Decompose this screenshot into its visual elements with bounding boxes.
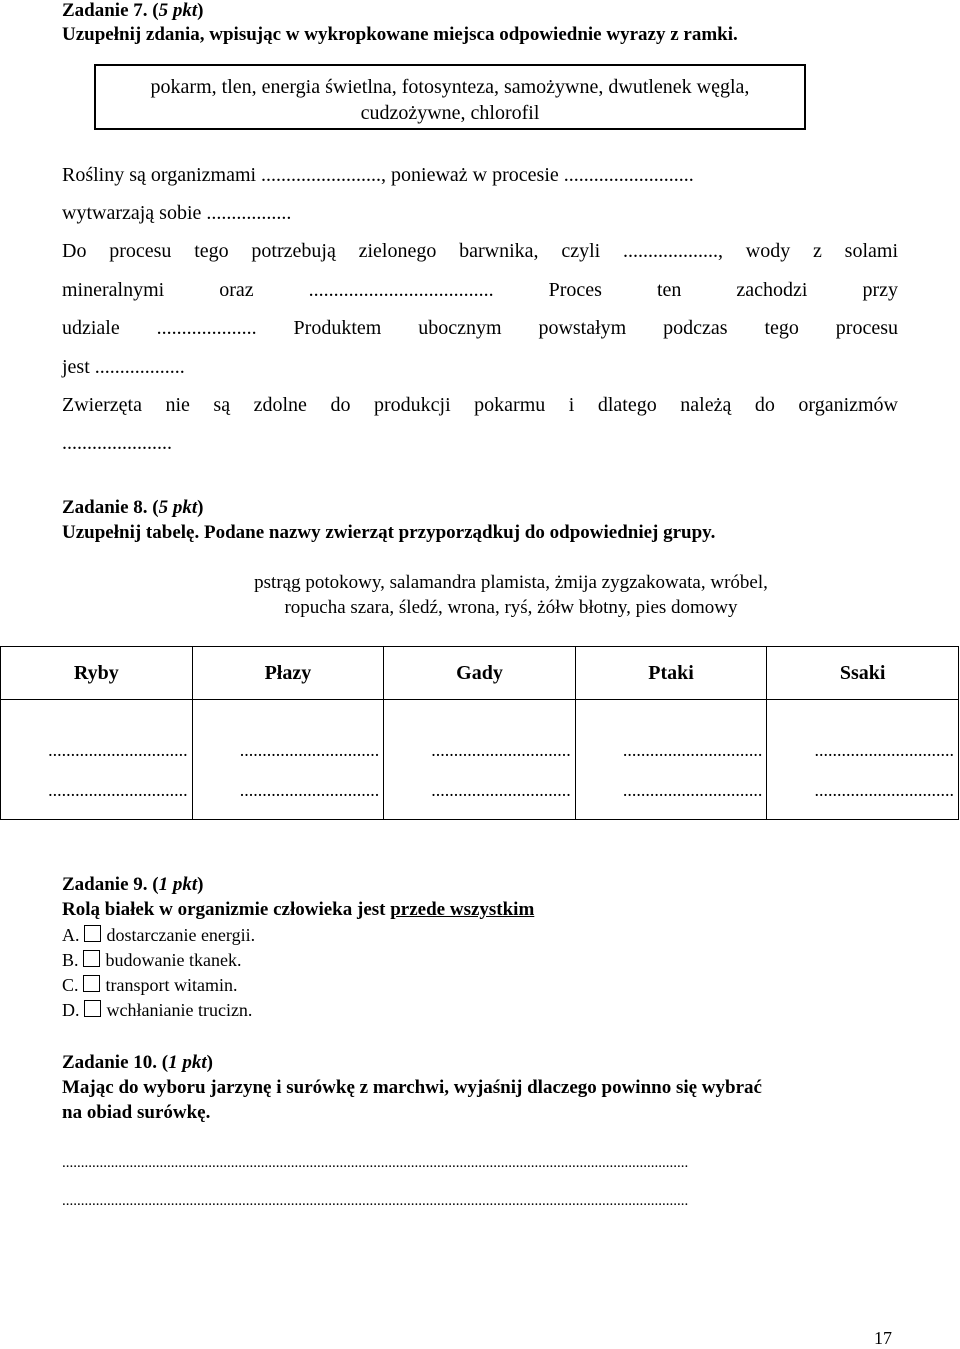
checkbox-icon[interactable] (83, 975, 100, 992)
task7-line-2[interactable]: wytwarzają sobie ................. (62, 202, 292, 224)
task7-instruction: Uzupełnij zdania, wpisując w wykropkowane miejsca odpowiednie wyrazy z ramki. (62, 24, 738, 45)
column-header-ptaki: Ptaki (575, 647, 767, 700)
task7-line-7: Zwierzęta nie są zdolne do produkcji pokarmu i dlatego należą do organizmów (62, 394, 898, 416)
blank-line: ............................... (622, 740, 763, 760)
answer-cell-plazy[interactable] (192, 700, 384, 820)
task7-line-6[interactable]: jest .................. (62, 356, 185, 378)
blank-line: ............................... (239, 740, 380, 760)
task7-line-3[interactable]: Do procesu tego potrzebują zielonego barwnika, czyli ..................., wody z solami (62, 240, 898, 262)
word-box-line-1: pokarm, tlen, energia świetlna, fotosynteza, samożywne, dwutlenek węgla, (150, 76, 750, 98)
column-header-ryby: Ryby (1, 647, 193, 700)
blank-line: ............................... (239, 780, 380, 800)
option-d[interactable]: D. wchłanianie trucizn. (62, 1000, 253, 1020)
column-header-gady: Gady (384, 647, 576, 700)
option-c[interactable]: C. transport witamin. (62, 975, 238, 995)
column-header-ssaki: Ssaki (767, 647, 959, 700)
checkbox-icon[interactable] (83, 950, 100, 967)
task7-line-4[interactable]: mineralnymi oraz ..................................... Proces ten zachodzi przy (62, 279, 898, 301)
task9-question: Rolą białek w organizmie człowieka jest przede wszystkim (62, 899, 535, 920)
task7-line-1[interactable]: Rośliny są organizmami ........................, ponieważ w procesie .......................... (62, 164, 694, 186)
table-header-row (1, 647, 959, 700)
answer-cell-ptaki[interactable] (575, 700, 767, 820)
task9-title: Zadanie 9. (1 pkt) (62, 874, 204, 895)
task7-title: Zadanie 7. (5 pkt) (62, 0, 204, 21)
checkbox-icon[interactable] (84, 925, 101, 942)
word-box-line-2: cudzożywne, chlorofil (360, 102, 540, 124)
blank-line: ............................... (431, 740, 571, 760)
answer-line-2[interactable]: ....................................................................................................................................................................... (62, 1193, 689, 1209)
option-b[interactable]: B. budowanie tkanek. (62, 950, 242, 970)
blank-line: ............................... (814, 740, 954, 760)
blank-line: ............................... (431, 780, 571, 800)
task7-word-box (94, 64, 806, 130)
task10-question-line-2: na obiad surówkę. (62, 1102, 211, 1123)
task10-question-line-1: Mając do wyboru jarzynę i surówkę z marchwi, wyjaśnij dlaczego powinno się wybrać (62, 1077, 762, 1098)
blank-line: ............................... (622, 780, 763, 800)
word-list-line-2: ropucha szara, śledź, wrona, ryś, żółw błotny, pies domowy (284, 597, 738, 618)
blank-line: ............................... (48, 780, 188, 800)
answer-cell-gady[interactable] (384, 700, 576, 820)
task8-title: Zadanie 8. (5 pkt) (62, 497, 204, 518)
option-a[interactable]: A. dostarczanie energii. (62, 925, 256, 945)
table-answer-row (1, 700, 959, 820)
task7-line-8[interactable]: ...................... (62, 432, 172, 454)
answer-line-1[interactable]: ....................................................................................................................................................................... (62, 1155, 689, 1171)
answer-cell-ssaki[interactable] (767, 700, 959, 820)
answer-cell-ryby[interactable] (1, 700, 193, 820)
checkbox-icon[interactable] (84, 1000, 101, 1017)
page-number: 17 (874, 1328, 892, 1348)
word-list-line-1: pstrąg potokowy, salamandra plamista, żmija zygzakowata, wróbel, (254, 572, 768, 593)
animal-groups-table (0, 646, 959, 820)
blank-line: ............................... (48, 740, 188, 760)
blank-line: ............................... (814, 780, 954, 800)
task8-word-list (62, 570, 960, 620)
task8-instruction: Uzupełnij tabelę. Podane nazwy zwierząt przyporządkuj do odpowiedniej grupy. (62, 522, 716, 543)
task10-title: Zadanie 10. (1 pkt) (62, 1052, 213, 1073)
task7-line-5[interactable]: udziale .................... Produktem ubocznym powstałym podczas tego procesu (62, 317, 898, 339)
column-header-plazy: Płazy (192, 647, 384, 700)
